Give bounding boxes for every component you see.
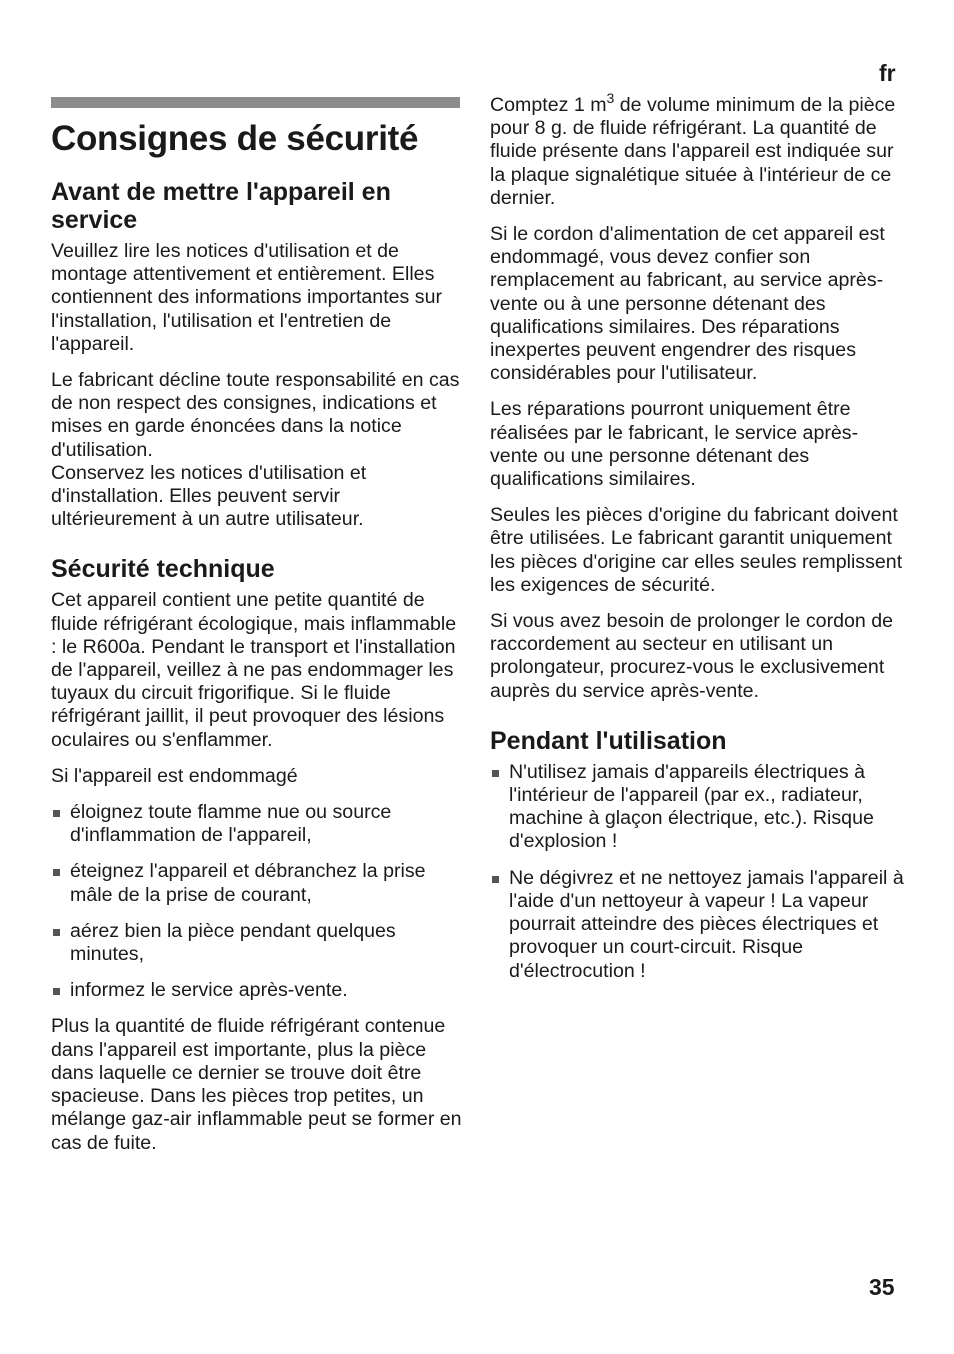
- paragraph: Si le cordon d'alimentation de cet appareil est endommagé, vous devez confier son remplacement au fabricant, au service après-vente ou à une personne détenant des qualifications similaires. Des réparations inexpertes peuvent engendrer des risques considérables pour l'utilisateur.: [490, 223, 885, 385]
- text: de volume minimum de la pièce pour 8 g. de fluide réfrigérant. La quantité de fluide présente dans l'appareil est indiquée sur la plaque signalétique située à l'intérieur de ce dernier.: [490, 94, 896, 209]
- list-item: éteignez l'appareil et débranchez la prise mâle de la prise de courant,: [51, 860, 467, 906]
- paragraph: Plus la quantité de fluide réfrigérant contenue dans l'appareil est importante, plus la pièce dans laquelle ce dernier se trouve doit être spacieuse. Dans les pièces trop petites, un mélange gaz-air inflammable peut se former en cas de fuite.: [51, 1015, 462, 1154]
- left-column: [51, 112, 467, 1168]
- list-item: Ne dégivrez et ne nettoyez jamais l'appareil à l'aide d'un nettoyeur à vapeur ! La vapeur pourrait atteindre des pièces électriques et provoquer un court-circuit. Risque d'électrocution !: [490, 867, 906, 983]
- list-item: informez le service après-vente.: [51, 979, 467, 1002]
- page-number: 35: [869, 1274, 895, 1300]
- usage-warnings-list: [490, 761, 906, 983]
- paragraph: Si l'appareil est endommagé: [51, 764, 298, 787]
- paragraph: Seules les pièces d'origine du fabricant doivent être utilisées. Le fabricant garantit uniquement les pièces d'origine car elles seules remplissent les exigences de sécurité.: [490, 504, 903, 596]
- section-heading-technical-safety: Sécurité technique: [51, 555, 275, 584]
- paragraph: Si vous avez besoin de prolonger le cordon de raccordement au secteur en utilisant un prolongateur, procurez-vous le exclusivement auprès du service après-vente.: [490, 610, 894, 702]
- list-item: aérez bien la pièce pendant quelques minutes,: [51, 920, 467, 966]
- text: Comptez 1 m: [490, 94, 607, 116]
- paragraph: Cet appareil contient une petite quantité de fluide réfrigérant écologique, mais inflammable : le R600a. Pendant le transport et l'installation de l'appareil, veillez à ne pas endommager les tuyaux du circuit frigorifique. Si le fluide réfrigérant jaillit, il peut provoquer des lésions oculaires ou s'enflammer.: [51, 589, 457, 751]
- list-item: éloignez toute flamme nue ou source d'inflammation de l'appareil,: [51, 801, 467, 847]
- section-heading-before-use: Avant de mettre l'appareil en service: [51, 178, 391, 234]
- damage-steps-list: [51, 801, 467, 1002]
- title-rule: [51, 97, 460, 108]
- paragraph-volume: [490, 90, 906, 210]
- right-column: [490, 90, 906, 996]
- paragraph: Veuillez lire les notices d'utilisation et de montage attentivement et entièrement. Elles contiennent des informations importantes sur l'installation, l'utilisation et l'entretien de l'appareil.: [51, 240, 442, 355]
- paragraph: Le fabricant décline toute responsabilité en cas de non respect des consignes, indications et mises en garde énoncées dans la notice d'utilisation.: [51, 369, 460, 461]
- list-item: N'utilisez jamais d'appareils électriques à l'intérieur de l'appareil (par ex., radiateur, machine à glaçon électrique, etc.). Risque d'explosion !: [490, 761, 906, 854]
- paragraph: Les réparations pourront uniquement être réalisées par le fabricant, le service après-vente ou une personne détenant des qualifications similaires.: [490, 398, 859, 491]
- superscript: 3: [606, 90, 615, 106]
- page-title: Consignes de sécurité: [51, 119, 419, 158]
- paragraph: Conservez les notices d'utilisation et d'installation. Elles peuvent servir ultérieurement à un autre utilisateur.: [51, 461, 367, 531]
- section-heading-during-use: Pendant l'utilisation: [490, 726, 727, 755]
- language-tag: fr: [879, 60, 896, 86]
